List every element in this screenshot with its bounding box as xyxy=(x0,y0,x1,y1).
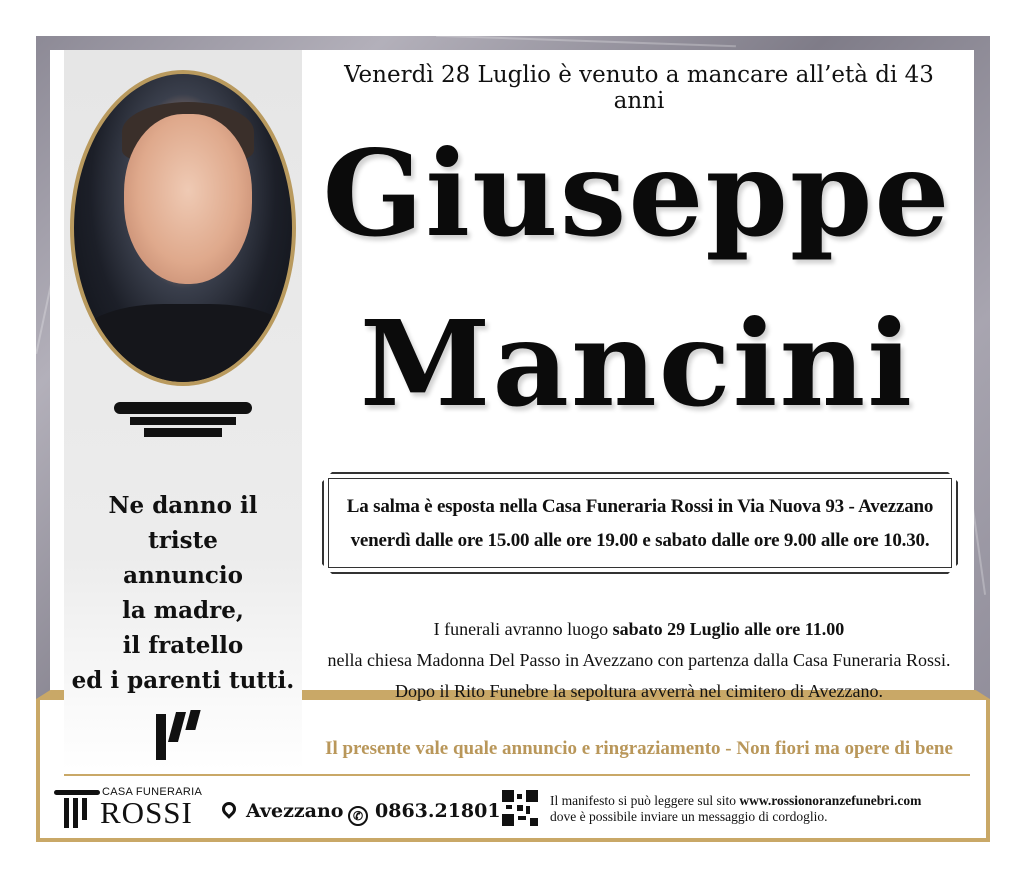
website-info: Il manifesto si può leggere sul sito www.rossionoranzefunebri.com dove è possibile inviare un messaggio di cordoglio. xyxy=(550,793,922,824)
pedestal-icon xyxy=(114,402,252,438)
funeral-line-3: Dopo il Rito Funebre la sepoltura avverrà nel cimitero di Avezzano. xyxy=(394,681,883,701)
brand-big: ROSSI xyxy=(100,795,193,830)
rossi-mark-icon xyxy=(156,708,216,760)
brand-small: CASA FUNERARIA xyxy=(102,786,203,798)
viewing-line-1: La salma è esposta nella Casa Funeraria Rossi in Via Nuova 93 - Avezzano xyxy=(346,496,934,517)
website-link[interactable]: www.rossionoranzefunebri.com xyxy=(739,793,922,808)
location-pin-icon xyxy=(219,799,239,819)
first-name: Giuseppe xyxy=(322,124,952,263)
thanks-notice: Il presente vale quale annuncio e ringraziamento - Non fiori ma opere di bene xyxy=(325,738,953,759)
family-announcement xyxy=(70,488,296,698)
footer-divider xyxy=(64,774,970,776)
city-label: Avezzano xyxy=(222,800,343,822)
family-line: il fratello xyxy=(122,632,244,659)
funeral-line-1: I funerali avranno luogo sabato 29 Luglio alle ore 11.00 xyxy=(433,619,845,639)
family-line: Ne danno il triste xyxy=(108,492,258,554)
phone-icon: ✆ xyxy=(348,806,368,826)
viewing-line-2: venerdì dalle ore 15.00 alle ore 19.00 e sabato dalle ore 9.00 alle ore 10.30. xyxy=(350,530,930,551)
death-announcement: Venerdì 28 Luglio è venuto a mancare all’età di 43 anni xyxy=(344,62,934,114)
funeral-info xyxy=(316,614,962,707)
family-line: ed i parenti tutti. xyxy=(71,667,295,694)
qr-code-icon[interactable] xyxy=(502,790,538,826)
portrait-photo xyxy=(70,70,296,386)
marble-vein xyxy=(436,35,736,47)
portrait-face xyxy=(124,114,252,284)
portrait-shirt xyxy=(74,304,296,386)
family-line: annuncio xyxy=(123,562,243,589)
funeral-line-2: nella chiesa Madonna Del Passo in Avezzano con partenza dalla Casa Funeraria Rossi. xyxy=(327,650,951,670)
viewing-info xyxy=(322,490,958,558)
phone-number[interactable]: ✆ 0863.21801 xyxy=(348,800,501,823)
family-line: la madre, xyxy=(122,597,244,624)
funeral-home-logo xyxy=(54,786,204,830)
last-name: Mancini xyxy=(359,294,915,433)
